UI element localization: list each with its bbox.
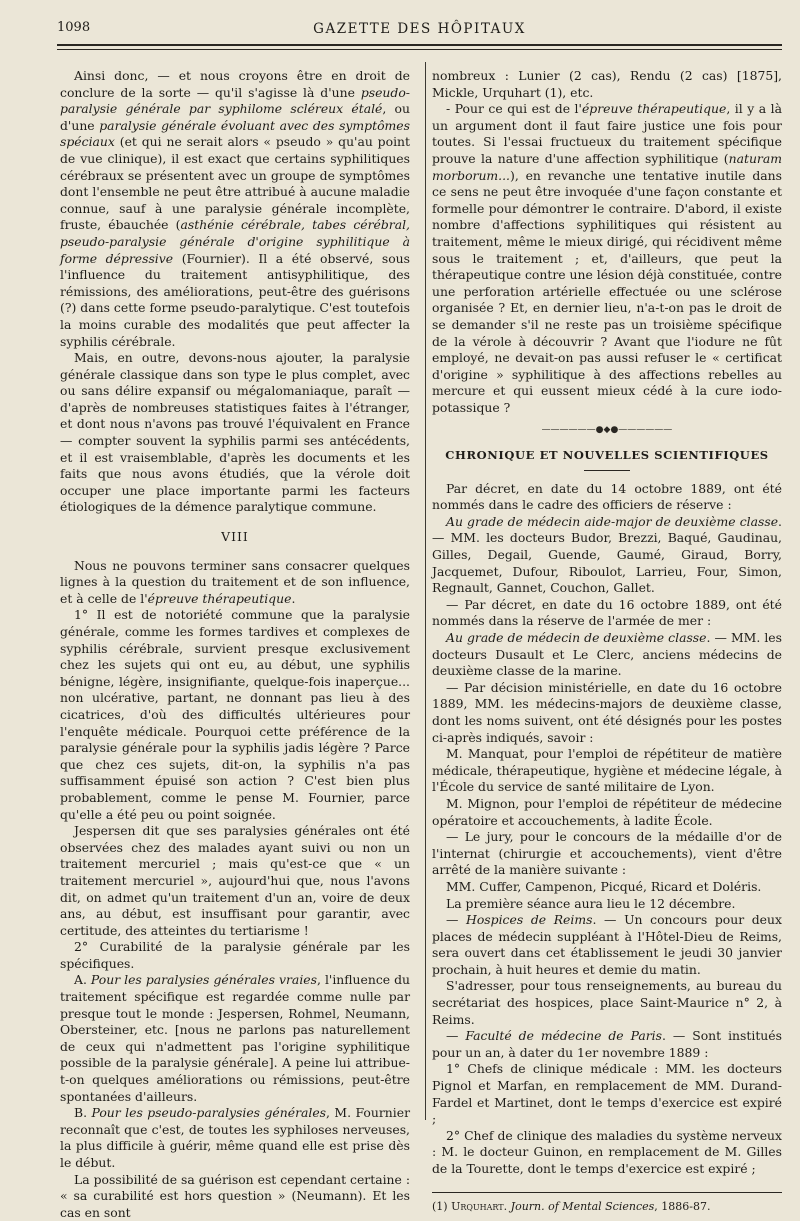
paragraph: A. Pour les paralysies générales vraies, l'influence du traitement spécifique est regardée comme nulle par presque tout le monde : Jespersen, Rohmel, Neumann, Obersteiner, etc. [nous ne parlons pas naturellement de ceux qui n'admettent pas l'origine syphilitique possible de la paralysie générale]. A peine lui attribue-t-on quelques améliorations ou rémissions, peut-être spontanées d'ailleurs.: [60, 972, 411, 1104]
news-item: — Faculté de médecine de Paris. — Sont institués pour un an, à dater du 1er novembre 1889 :: [432, 1028, 782, 1060]
paragraph: Jespersen dit que ses paralysies générales ont été observées chez des malades ayant suivi ou non un traitement mercuriel ; mais qu'est-ce que « un traitement mercuriel », aujourd'hui que, nous l'avons dit, on admet qu'un traitement d'un an, voire de deux ans, au début, est insuffisant pour garantir, avec certitude, des atteintes du tertiarisme !: [60, 823, 410, 938]
news-item: La première séance aura lieu le 12 décembre.: [446, 895, 736, 911]
news-item: — Le jury, pour le concours de la médaille d'or de l'internat (chirurgie et accouchements), vient d'être arrêté de la manière suivante :: [432, 829, 782, 878]
news-item: M. Mignon, pour l'emploi de répétiteur de médecine opératoire et accouchements, à ladite École.: [432, 795, 782, 828]
news-item: MM. Cuffer, Campenon, Picqué, Ricard et Doléris.: [446, 878, 762, 894]
paragraph: - Pour ce qui est de l'épreuve thérapeutique, il y a là un argument dont il faut faire justice une fois pour toutes. Si l'essai fructueux du traitement spécifique prouve la nature d'une affection syphilitique (naturam morborum...), en revanche une tentative inutile dans ce sens ne peut être invoquée d'une façon constante et formelle pour démontrer le contraire. D'abord, il existe nombre d'affections syphilitiques qui résistent au traitement, même le mieux dirigé, qui récidivent même sous le traitement ; et, d'ailleurs, que peut la thérapeutique contre une lésion déjà constituée, contre une perforation artérielle effectuée ou une sclérose organisée ? Et, en dernier lieu, n'a-t-on pas le droit de se demander s'il ne reste pas un troisième spécifique de la vérole à découvrir ? Avant que l'iodure ne fût employé, ne devait-on pas aussi refuser le « certificat d'origine » syphilitique à des affections rebelles au mercure et qui eussent mieux cédé à la cure iodo-potassique ?: [432, 101, 782, 415]
journal-title: GAZETTE DES HÔPITAUX: [313, 21, 526, 37]
paragraph: Nous ne pouvons terminer sans consacrer quelques lignes à la question du traitement et de son influence, et à celle de l'épreuve thérapeutique.: [60, 557, 410, 606]
page-header: [57, 18, 782, 40]
paragraph: La possibilité de sa guérison est cependant certaine : « sa curabilité est hors question » (Neumann). Et les cas en sont: [60, 1171, 410, 1220]
news-item: Au grade de médecin aide-major de deuxième classe. — MM. les docteurs Budor, Brezzi, Baqué, Gaudinau, Gilles, Degail, Guende, Gaumé, Giraud, Borry, Jacquemet, Dufour, Riboulot, Larrieu, Four, Simon, Regnault, Gannet, Couchon, Gallet.: [432, 513, 782, 596]
paragraph: Ainsi donc, — et nous croyons être en droit de conclure de la sorte — qu'il s'agisse là d'une pseudo-paralysie générale par syphilome scléreux étalé, ou d'une paralysie générale évoluant avec des symptômes spéciaux (et qui ne serait alors « pseudo » qu'au point de vue clinique), il est exact que certains syphilitiques cérébraux se présentent avec un groupe de symptômes dont l'ensemble ne peut être attribué à aucune maladie connue, sauf à une paralysie générale incomplète, fruste, ébauchée (asthénie cérébrale, tabes cérébral, pseudo-paralysie générale d'origine syphilitique à forme dépressive (Fournier). Il a été observé, sous l'influence du traitement antisyphilitique, des rémissions, des améliorations, peut-être des guérisons (?) dans cette forme pseudo-paralytique. C'est toutefois la moins curable des modalités que peut affecter la syphilis cérébrale.: [60, 68, 410, 349]
section-ornament: ——————●◆●——————: [541, 425, 673, 436]
section-numeral: VIII: [221, 529, 249, 545]
section-title: CHRONIQUE ET NOUVELLES SCIENTIFIQUES: [445, 448, 769, 463]
news-item: 1° Chefs de clinique médicale : MM. les docteurs Pignol et Marfan, en remplacement de MM. Durand-Fardel et Martinet, dont le temps d'exercice est expiré ;: [432, 1061, 782, 1127]
news-item: Au grade de médecin de deuxième classe. — MM. les docteurs Dusault et Le Clerc, anciens médecins de deuxième classe de la marine.: [432, 630, 782, 679]
page-number: 1098: [57, 20, 91, 35]
right-column: [432, 68, 782, 1215]
news-item: — Par décision ministérielle, en date du 16 octobre 1889, MM. les médecins-majors de deuxième classe, dont les noms suivent, ont été désignés pour les postes ci-après indiqués, savoir :: [432, 679, 782, 745]
news-item: Par décret, en date du 14 octobre 1889, ont été nommés dans le cadre des officiers de réserve :: [432, 480, 782, 513]
footnote-rule: [432, 1192, 782, 1193]
news-item: — Hospices de Reims. — Un concours pour deux places de médecin suppléant à l'Hôtel-Dieu de Reims, sera ouvert dans cet établissement le jeudi 30 janvier prochain, à huit heures et demie du matin.: [432, 912, 782, 977]
column-divider: [425, 62, 426, 1120]
footnote: (1) Urquhart. Journ. of Mental Sciences, 1886-87.: [432, 1199, 711, 1213]
paragraph: 1° Il est de notoriété commune que la paralysie générale, comme les formes tardives et complexes de syphilis cérébrale, survient presque exclusivement chez les sujets qui ont eu, au début, une syphilis bénigne, légère, insignifiante, quelque-fois inaperçue... non ulcérative, partant, ne donnant pas lieu à des cicatrices, d'où des difficultés ultérieures pour l'enquête médicale. Pourquoi cette préférence de la paralysie générale pour la syphilis jadis légère ? Parce que chez ces sujets, dit-on, la syphilis n'a pas suffisamment épuisé son action ? C'est bien plus probablement, comme le pense M. Fournier, parce qu'elle a été peu ou point soignée.: [60, 607, 410, 822]
news-item: S'adresser, pour tous renseignements, au bureau du secrétariat des hospices, place Saint-Maurice n° 2, à Reims.: [432, 978, 782, 1027]
header-rule-thin: [57, 49, 782, 50]
paragraph: Mais, en outre, devons-nous ajouter, la paralysie générale classique dans son type le plus complet, avec ou sans délire expansif ou mégalomaniaque, paraît — d'après de nombreuses statistiques faites à l'étranger, et dont nous n'avons pas trouvé l'équivalent en France — compter souvent la syphilis parmi ses antécédents, et il est vraisemblable, d'après les documents et les faits que nous avons étudiés, que la vérole doit occuper une place importante parmi les facteurs étiologiques de la démence paralytique commune.: [60, 350, 410, 515]
paragraph: nombreux : Lunier (2 cas), Rendu (2 cas) [1875], Mickle, Urquhart (1), etc.: [432, 68, 782, 100]
paragraph: 2° Curabilité de la paralysie générale par les spécifiques.: [60, 939, 410, 971]
news-item: 2° Chef de clinique des maladies du système nerveux : M. le docteur Guinon, en remplacement de M. Gilles de la Tourette, dont le temps d'exercice est expiré ;: [432, 1127, 782, 1176]
header-rule-thick: [57, 44, 782, 46]
news-item: — Par décret, en date du 16 octobre 1889, ont été nommés dans la réserve de l'armée de mer :: [432, 596, 782, 629]
news-item: M. Manquat, pour l'emploi de répétiteur de matière médicale, thérapeutique, hygiène et médecine légale, à l'École du service de santé militaire de Lyon.: [432, 746, 782, 795]
left-column: [60, 68, 410, 1221]
section-title-rule: [584, 470, 630, 471]
paragraph: B. Pour les pseudo-paralysies générales, M. Fournier reconnaît que c'est, de toutes les syphiloses nerveuses, la plus difficile à guérir, même quand elle est prise dès le début.: [60, 1105, 410, 1170]
